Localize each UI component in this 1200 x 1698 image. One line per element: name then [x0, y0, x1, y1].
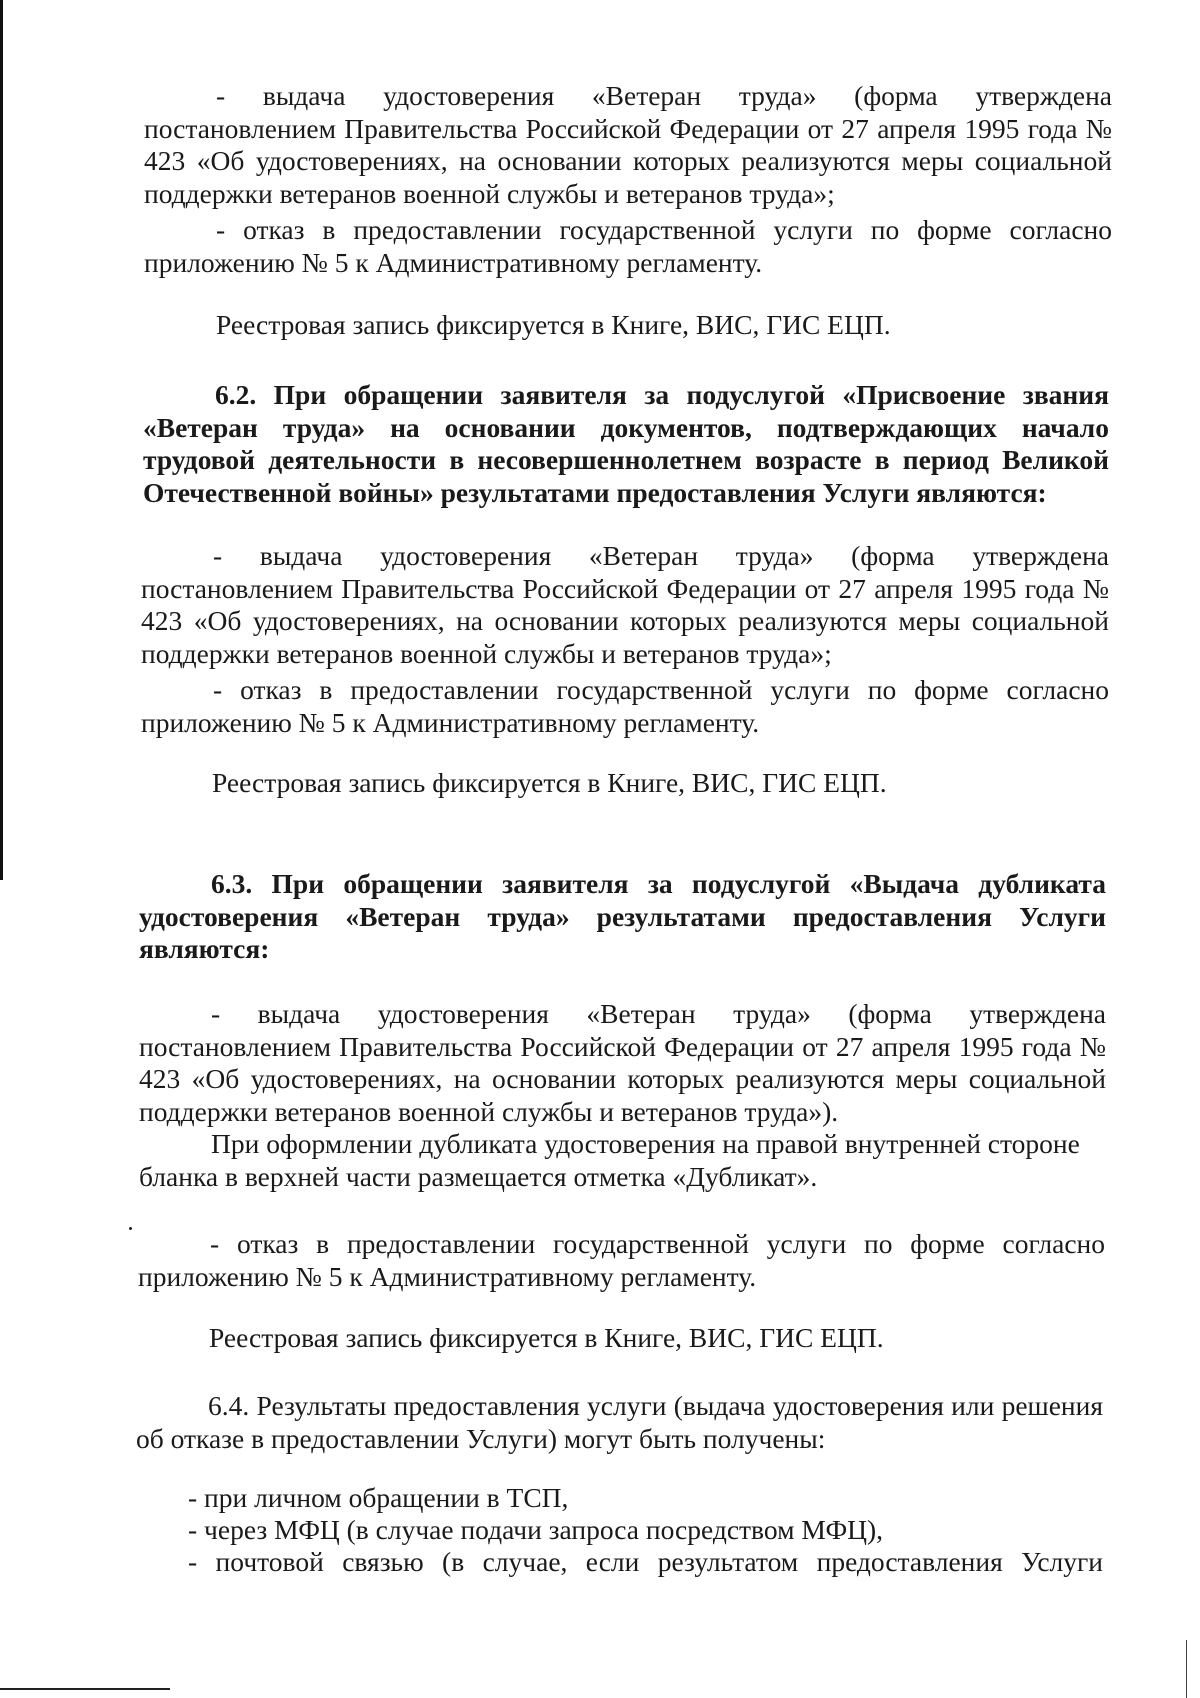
scan-edge-bottom [0, 1688, 170, 1690]
section-6-3-registry-note: Реестровая запись фиксируется в Книге, ВИС, ГИС ЕЦП. [209, 1322, 884, 1353]
section-6-4-item: - почтовой связью (в случае, если результатом предоставления Услуги [188, 1546, 1103, 1577]
section-6-3-refusal-paragraph: - отказ в предоставлении государственной услуги по форме согласно приложению № 5 к Административному регламенту. [138, 1228, 1105, 1292]
section-6-2-heading: 6.2. При обращении заявителя за подуслугой «Присвоение звания «Ветеран труда» на основании документов, подтверждающих начало трудовой деятельности в несовершеннолетнем возрасте в период Великой Отечественной войны» результатами предоставления Услуги являются: [143, 379, 1109, 508]
scan-speck [129, 1227, 132, 1230]
section-6-4-intro: 6.4. Результаты предоставления услуги (выдача удостоверения или решения об отказе в предоставлении Услуги) могут быть получены: [136, 1390, 1103, 1454]
scan-edge-left [0, 0, 3, 880]
block1-registry-note: Реестровая запись фиксируется в Книге, ВИС, ГИС ЕЦП. [216, 309, 891, 340]
section-6-3-heading: 6.3. При обращении заявителя за подуслугой «Выдача дубликата удостоверения «Ветеран труда» результатами предоставления Услуги являются: [139, 868, 1106, 964]
section-6-4-item: - через МФЦ (в случае подачи запроса посредством МФЦ), [188, 1514, 884, 1545]
scan-edge-right [1186, 1640, 1187, 1698]
block1-issue-paragraph: - выдача удостоверения «Ветеран труда» (форма утверждена постановлением Правительства Российской Федерации от 27 апреля 1995 года № 423 «Об удостоверениях, на основании которых реализуются меры социальной поддержки ветеранов военной службы и ветеранов труда»; [144, 80, 1112, 209]
section-6-3-issue-paragraph: - выдача удостоверения «Ветеран труда» (форма утверждена постановлением Правительства Российской Федерации от 27 апреля 1995 года № 423 «Об удостоверениях, на основании которых реализуются меры социальной поддержки ветеранов военной службы и ветеранов труда»). [139, 998, 1106, 1127]
section-6-3-duplicate-paragraph: При оформлении дубликата удостоверения на правой внутренней стороне бланка в верхней части размещается отметка «Дубликат». [139, 1128, 1080, 1192]
section-6-4-item: - при личном обращении в ТСП, [188, 1482, 569, 1513]
section-6-2-registry-note: Реестровая запись фиксируется в Книге, ВИС, ГИС ЕЦП. [212, 767, 887, 798]
block1-refusal-paragraph: - отказ в предоставлении государственной услуги по форме согласно приложению № 5 к Административному регламенту. [144, 214, 1112, 278]
section-6-2-issue-paragraph: - выдача удостоверения «Ветеран труда» (форма утверждена постановлением Правительства Российской Федерации от 27 апреля 1995 года № 423 «Об удостоверениях, на основании которых реализуются меры социальной поддержки ветеранов военной службы и ветеранов труда»; [141, 540, 1109, 669]
section-6-2-refusal-paragraph: - отказ в предоставлении государственной услуги по форме согласно приложению № 5 к Административному регламенту. [141, 674, 1109, 738]
